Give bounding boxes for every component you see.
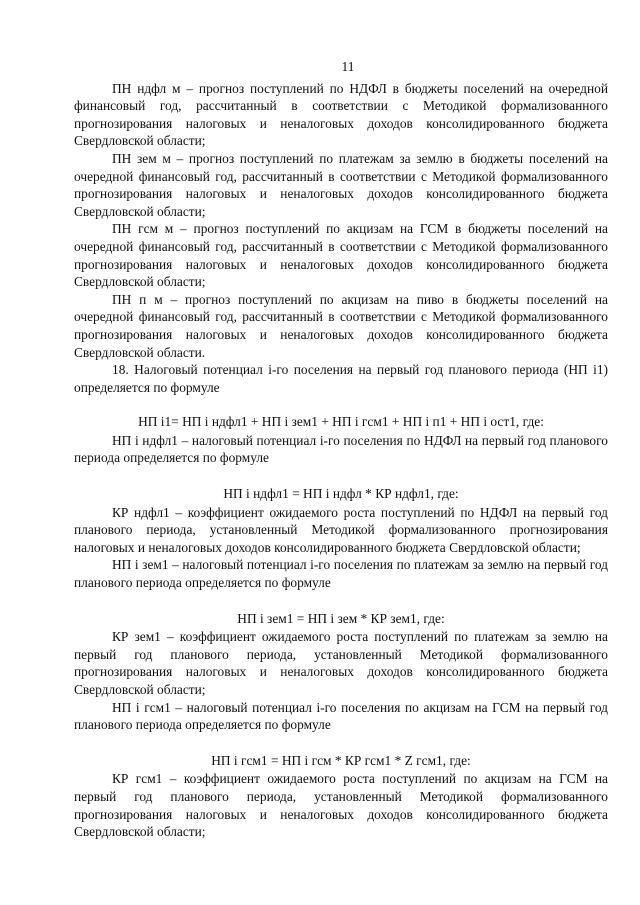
formula: НП i гсм1 = НП i гсм * КР гсм1 * Z гсм1, где:: [211, 752, 471, 768]
paragraph: КР ндфл1 – коэффициент ожидаемого роста поступлений по НДФЛ на первый год планового периода, установленный Методикой формализованного прогнозирования налоговых и неналоговых доходов консолидированного бюджета Свердловской области;: [74, 504, 608, 555]
paragraph: КР зем1 – коэффициент ожидаемого роста поступлений по платежам за землю на первый год планового периода, установленный Методикой формализованного прогнозирования налоговых и неналоговых доходов консолидированного бюджета Свердловской области;: [74, 629, 608, 697]
paragraph: ПН ндфл м – прогноз поступлений по НДФЛ в бюджеты поселений на очередной финансовый год, рассчитанный в соответствии с Методикой формализованного прогнозирования налоговых и неналоговых доходов консолидированного бюджета Свердловской области;: [74, 80, 608, 149]
paragraph: ПН гсм м – прогноз поступлений по акцизам на ГСМ в бюджеты поселений на очередной финансовый год, рассчитанный в соответствии с Методикой формализованного прогнозирования налоговых и неналоговых доходов консолидированного бюджета Свердловской области;: [74, 221, 608, 290]
formula: НП i зем1 = НП i зем * КР зем1, где:: [237, 610, 445, 626]
paragraph: ПН п м – прогноз поступлений по акцизам на пиво в бюджеты поселений на очередной финансовый год, рассчитанный в соответствии с Методикой формализованного прогнозирования налоговых и неналоговых доходов консолидированного бюджета Свердловской области.: [74, 291, 608, 360]
paragraph: НП i зем1 – налоговый потенциал i-го поселения по платежам за землю на первый год планового периода определяется по формуле: [74, 557, 608, 591]
paragraph: КР гсм1 – коэффициент ожидаемого роста поступлений по акцизам на ГСМ на первый год планового периода, установленный Методикой формализованного прогнозирования налоговых и неналоговых доходов консолидированного бюджета Свердловской области;: [74, 771, 608, 840]
document-body: [74, 80, 608, 841]
paragraph: НП i гсм1 – налоговый потенциал i-го поселения по акцизам на ГСМ на первый год планового периода определяется по формуле: [74, 699, 608, 733]
paragraph: ПН зем м – прогноз поступлений по платежам за землю в бюджеты поселений на очередной финансовый год, рассчитанный в соответствии с Методикой формализованного прогнозирования налоговых и неналоговых доходов консолидированного бюджета Свердловской области;: [74, 150, 608, 219]
paragraph: 18. Налоговый потенциал i-го поселения на первый год планового периода (НП i1) определяется по формуле: [74, 362, 608, 395]
formula: НП i ндфл1 = НП i ндфл * КР ндфл1, где:: [223, 486, 459, 502]
page-number: 11: [341, 59, 355, 74]
document-page: [74, 58, 608, 841]
formula: НП i1= НП i ндфл1 + НП i зем1 + НП i гсм1 + НП i п1 + НП i ост1, где:: [138, 414, 544, 430]
paragraph: НП i ндфл1 – налоговый потенциал i-го поселения по НДФЛ на первый год планового периода определяется по формуле: [74, 432, 608, 466]
